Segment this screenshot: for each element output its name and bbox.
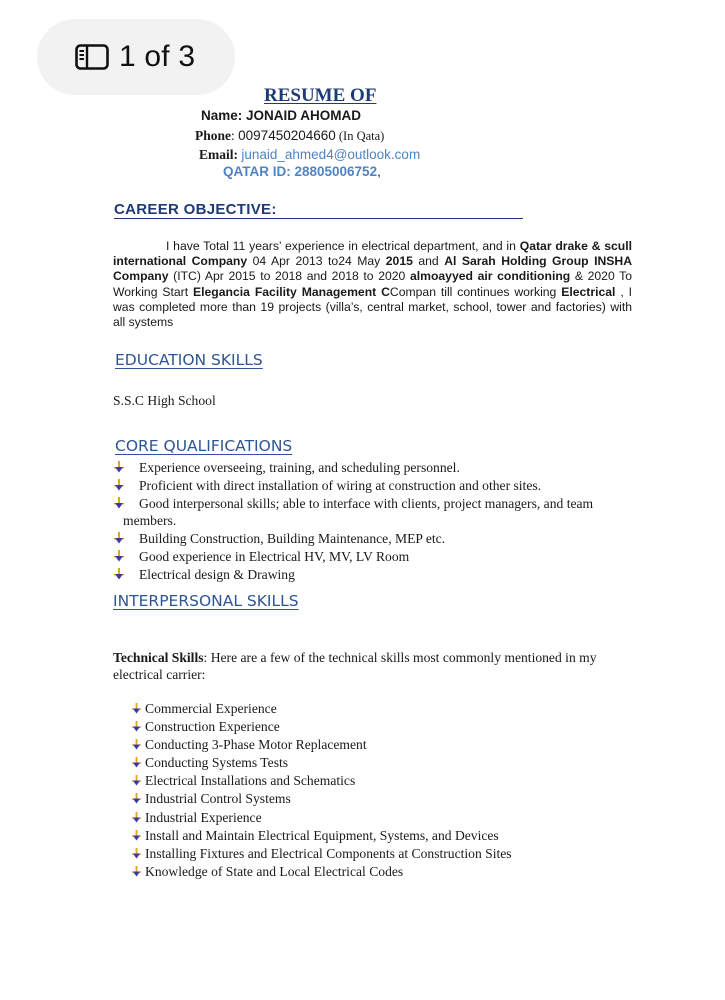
education-heading: EDUCATION SKILLS: [115, 351, 263, 369]
phone-label: Phone: [195, 128, 232, 143]
objective-bold-text: Electrical: [561, 284, 616, 299]
list-item-text: Experience overseeing, training, and scheduling personnel.: [139, 460, 460, 475]
objective-text: 04 Apr 2013 to24 May: [247, 254, 386, 269]
phone-note: (In Qata): [335, 129, 385, 143]
core-qualifications-heading: CORE QUALIFICATIONS: [115, 437, 293, 455]
list-item: [131, 736, 512, 754]
technical-skills-text: : Here are a few of the technical skills most commonly mentioned in my electrical carrier:: [113, 650, 597, 682]
list-item: [113, 530, 633, 548]
arrow-bullet-icon: [113, 568, 125, 580]
arrow-bullet-icon: [131, 775, 142, 786]
email-line: [199, 147, 420, 163]
career-objective-heading: CAREER OBJECTIVE:: [114, 201, 277, 218]
objective-text: Compan till continues working: [389, 284, 562, 299]
list-item: [113, 548, 633, 566]
objective-bold-text: almoayyed air conditioning: [409, 269, 571, 284]
technical-skills-label: Technical Skills: [113, 650, 204, 665]
name-line: [201, 108, 361, 124]
phone-separator: :: [231, 128, 239, 143]
arrow-bullet-icon: [113, 461, 125, 473]
list-item-text: Industrial Control Systems: [145, 791, 291, 807]
list-item-text: Electrical design & Drawing: [139, 566, 295, 582]
list-item-text: Install and Maintain Electrical Equipment, Systems, and Devices: [145, 827, 499, 843]
list-item: [113, 477, 633, 495]
arrow-bullet-icon: [131, 739, 142, 750]
list-item: [131, 809, 512, 827]
list-item-text: Proficient with direct installation of wiring at construction and other sites.: [139, 477, 542, 493]
email-link[interactable]: junaid_ahmed4@outlook.com: [241, 147, 421, 162]
education-item: S.S.C High School: [113, 393, 216, 408]
arrow-bullet-icon: [131, 757, 142, 768]
heading-underline: [114, 218, 523, 219]
candidate-name: JONAID AHOMAD: [246, 108, 362, 123]
arrow-bullet-icon: [131, 866, 142, 877]
arrow-bullet-icon: [131, 848, 142, 859]
interpersonal-skills-heading: INTERPERSONAL SKILLS: [113, 592, 299, 610]
list-item-text: Good experience in Electrical HV, MV, LV Room: [139, 548, 410, 564]
objective-paragraph: [113, 239, 632, 329]
arrow-bullet-icon: [113, 532, 125, 544]
arrow-bullet-icon: [113, 550, 125, 562]
technical-skills-intro: [113, 649, 633, 683]
phone-line: [195, 128, 384, 144]
career-objective-text: [113, 239, 632, 330]
list-item: [113, 459, 633, 477]
list-item-text: Good interpersonal skills; able to interface with clients, project managers, and team: [139, 495, 594, 511]
page-indicator-pill[interactable]: [37, 19, 235, 95]
sidebar-panel-icon[interactable]: [75, 44, 109, 70]
core-qualifications-list: [113, 459, 633, 584]
qatar-id: QATAR ID: 28805006752: [223, 164, 378, 179]
list-item: [131, 754, 512, 772]
list-item-text: Installing Fixtures and Electrical Components at Construction Sites: [145, 845, 512, 861]
email-label: Email:: [199, 147, 238, 162]
objective-text: , I was completed more than 19 projects (villa’s, central market, school, tower and factories) with all systems: [113, 284, 632, 330]
list-item-continuation: members.: [123, 513, 177, 529]
resume-title: RESUME OF: [264, 85, 377, 106]
arrow-bullet-icon: [113, 479, 125, 491]
list-item-text: Commercial Experience: [145, 701, 277, 716]
arrow-bullet-icon: [131, 703, 142, 714]
objective-bold-text: Al Sarah Holding Group INSHA Company: [113, 254, 633, 284]
technical-skills-list: [131, 700, 512, 881]
list-item: [131, 790, 512, 808]
objective-bold-text: 2015: [385, 254, 413, 269]
list-item: [113, 495, 633, 513]
arrow-bullet-icon: [131, 830, 142, 841]
arrow-bullet-icon: [113, 497, 125, 509]
qatar-id-line: [223, 164, 381, 180]
list-item: [131, 772, 512, 790]
list-item: [131, 718, 512, 736]
objective-text: I have Total 11 years’ experience in electrical department, and in: [166, 239, 520, 253]
list-item-text: Conducting Systems Tests: [145, 755, 289, 771]
list-item: [113, 566, 633, 584]
list-item-text: Building Construction, Building Maintenance, MEP etc.: [139, 531, 446, 547]
list-item-text: Conducting 3-Phase Motor Replacement: [145, 737, 367, 753]
arrow-bullet-icon: [131, 721, 142, 732]
objective-text: & 2020 To Working Start: [113, 269, 633, 299]
arrow-bullet-icon: [131, 793, 142, 804]
arrow-bullet-icon: [131, 812, 142, 823]
list-item-text: Construction Experience: [145, 719, 280, 735]
list-item: [131, 827, 512, 845]
list-item-text: Knowledge of State and Local Electrical Codes: [145, 863, 404, 879]
list-item: [131, 863, 512, 881]
list-item-text: Industrial Experience: [145, 809, 262, 825]
list-item-text: Electrical Installations and Schematics: [145, 773, 356, 789]
phone-number: 0097450204660: [238, 128, 336, 143]
objective-text: (ITC) Apr 2015 to 2018 and 2018 to 2020: [168, 269, 410, 284]
objective-bold-text: Qatar drake & scull international Company: [113, 239, 632, 269]
qatar-id-suffix: ,: [377, 164, 381, 179]
name-label: Name:: [201, 108, 247, 123]
page-indicator-text: 1 of 3: [119, 40, 196, 73]
list-item: [131, 845, 512, 863]
objective-bold-text: Elegancia Facility Management C: [193, 284, 390, 299]
list-item: [131, 700, 512, 718]
objective-text: and: [412, 254, 445, 269]
